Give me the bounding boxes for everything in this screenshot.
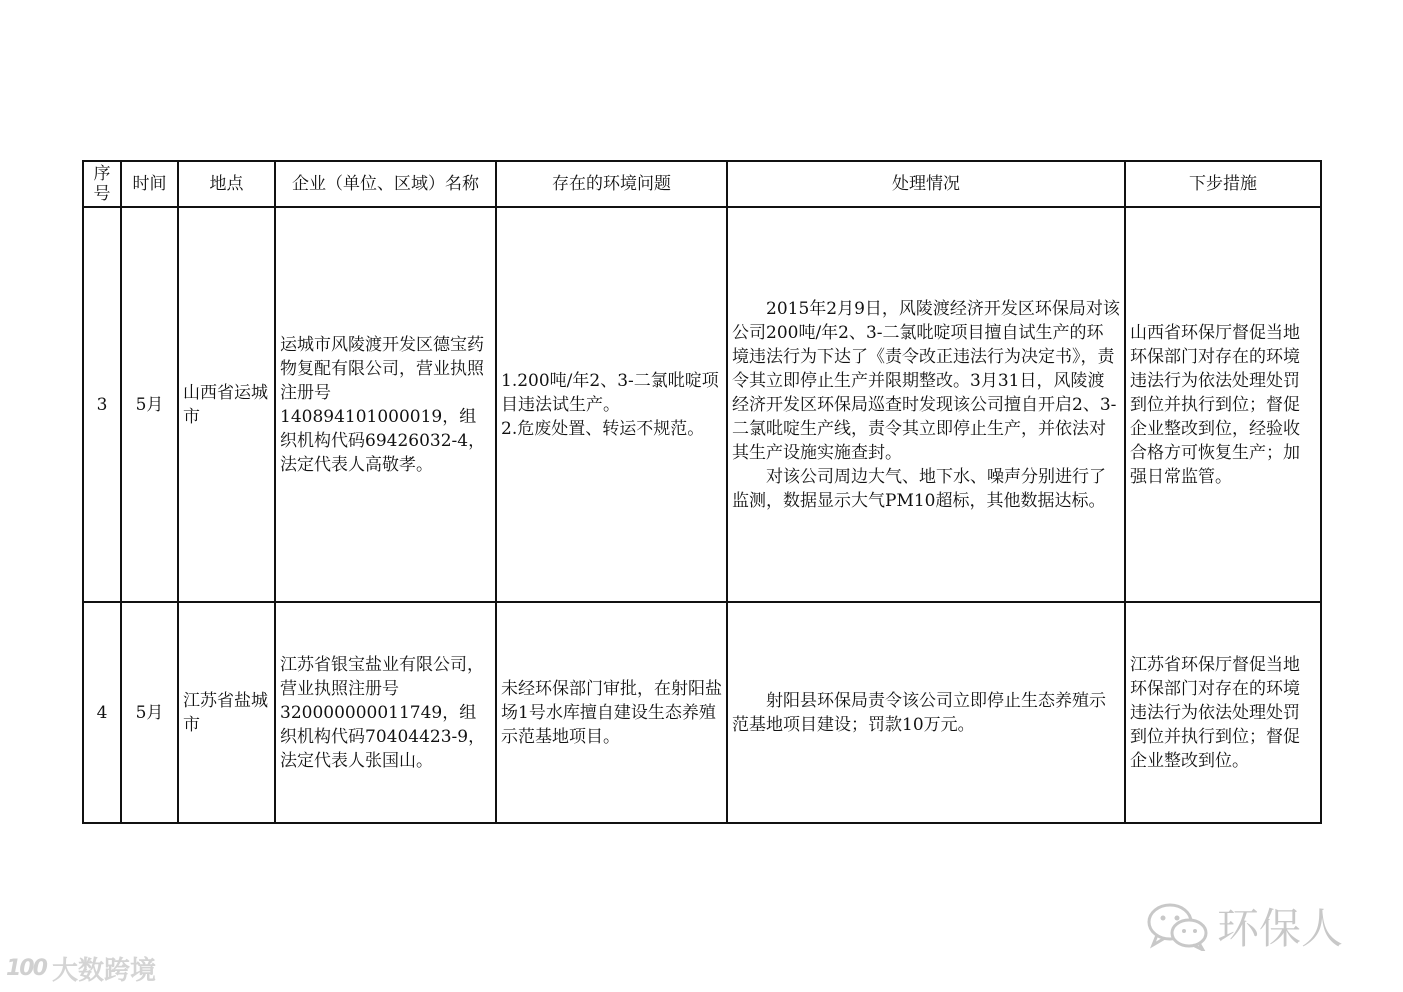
header-next: 下步措施 [1125, 161, 1321, 207]
cell-seq: 3 [83, 207, 121, 602]
cell-problem: 1.200吨/年2、3-二氯吡啶项目违法试生产。 2.危废处置、转运不规范。 [496, 207, 727, 602]
cell-handling [727, 207, 1125, 602]
corner-logo: 100 [6, 956, 46, 981]
header-handling: 处理情况 [727, 161, 1125, 207]
cell-seq: 4 [83, 602, 121, 823]
cell-place: 山西省运城市 [178, 207, 275, 602]
corner-watermark [6, 950, 156, 987]
cell-next: 江苏省环保厅督促当地环保部门对存在的环境违法行为依法处理处罚到位并执行到位；督促企业整改到位。 [1125, 602, 1321, 823]
cell-next: 山西省环保厅督促当地环保部门对存在的环境违法行为依法处理处罚到位并执行到位；督促企业整改到位，经验收合格方可恢复生产；加强日常监管。 [1125, 207, 1321, 602]
violations-table [82, 160, 1322, 824]
handling-paragraph-1: 射阳县环保局责令该公司立即停止生态养殖示范基地项目建设；罚款10万元。 [732, 690, 1106, 735]
header-company: 企业（单位、区域）名称 [275, 161, 496, 207]
cell-time: 5月 [121, 207, 178, 602]
header-seq: 序号 [83, 161, 121, 207]
cell-problem: 未经环保部门审批，在射阳盐场1号水库擅自建设生态养殖示范基地项目。 [496, 602, 727, 823]
cell-handling [727, 602, 1125, 823]
wechat-account-name: 环保人 [1217, 904, 1344, 953]
wechat-watermark [1145, 896, 1343, 956]
handling-paragraph-1: 2015年2月9日，风陵渡经济开发区环保局对该公司200吨/年2、3-二氯吡啶项目擅自试生产的环境违法行为下达了《责令改正违法行为决定书》，责令其立即停止生产并限期整改。3月31日，风陵渡经济开发区环保局巡查时发现该公司擅自开启2、3-二氯吡啶生产线，责令其立即停止生产，并依法对其生产设施实施查封。 [732, 298, 1120, 463]
cell-place: 江苏省盐城市 [178, 602, 275, 823]
cell-company: 江苏省银宝盐业有限公司，营业执照注册号320000000011749，组织机构代码70404423-9，法定代表人张国山。 [275, 602, 496, 823]
corner-brand-name: 大数跨境 [51, 956, 156, 986]
header-problem: 存在的环境问题 [496, 161, 727, 207]
cell-company: 运城市风陵渡开发区德宝药物复配有限公司，营业执照注册号140894101000019，组织机构代码69426032-4，法定代表人高敬孝。 [275, 207, 496, 602]
header-place: 地点 [178, 161, 275, 207]
header-time: 时间 [121, 161, 178, 207]
cell-time: 5月 [121, 602, 178, 823]
table-row [83, 602, 1321, 823]
table-row [83, 207, 1321, 602]
header-row [83, 161, 1321, 207]
handling-paragraph-2: 对该公司周边大气、地下水、噪声分别进行了监测，数据显示大气PM10超标，其他数据达标。 [732, 466, 1106, 511]
wechat-icon [1145, 901, 1209, 951]
